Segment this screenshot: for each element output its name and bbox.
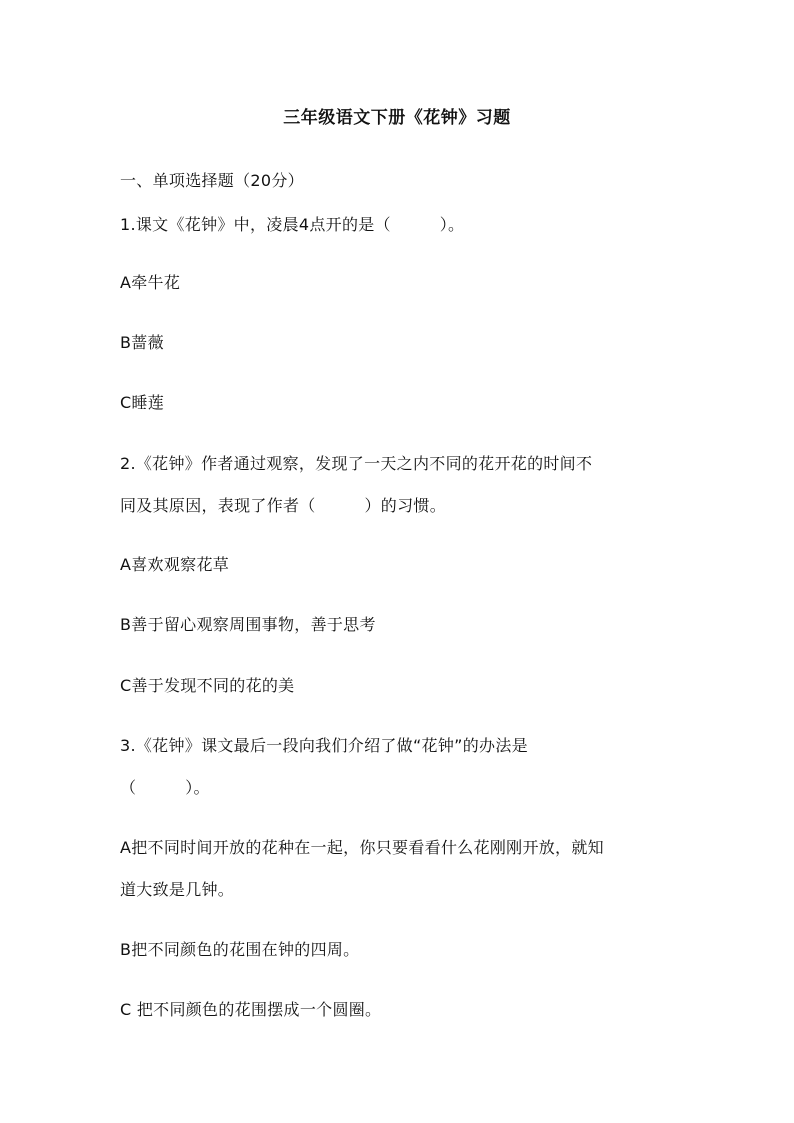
question-2-option-b: B善于留心观察周围事物，善于思考 xyxy=(120,615,376,634)
question-1-option-c: C睡莲 xyxy=(120,393,165,412)
question-3-stem-line-1: 3.《花钟》课文最后一段向我们介绍了做“花钟”的办法是 xyxy=(120,736,528,755)
question-3-option-b: B把不同颜色的花围在钟的四周。 xyxy=(120,940,360,959)
question-3-option-a-line-1: A把不同时间开放的花种在一起，你只要看看什么花刚刚开放，就知 xyxy=(120,838,604,857)
question-1-option-b: B蔷薇 xyxy=(120,333,164,352)
question-2-stem-line-2: 同及其原因，表现了作者（ ）的习惯。 xyxy=(120,496,447,515)
question-3-option-a-line-2: 道大致是几钟。 xyxy=(120,880,235,899)
question-3-stem-line-2: （ ）。 xyxy=(120,778,210,797)
question-2-stem-line-1: 2.《花钟》作者通过观察，发现了一天之内不同的花开花的时间不 xyxy=(120,454,593,473)
document-title: 三年级语文下册《花钟》习题 xyxy=(283,108,511,128)
question-2-option-a: A喜欢观察花草 xyxy=(120,555,230,574)
question-3-option-c: C 把不同颜色的花围摆成一个圆圈。 xyxy=(120,1000,382,1019)
question-1-option-a: A牵牛花 xyxy=(120,273,181,292)
section-heading: 一、单项选择题（20分） xyxy=(120,171,304,190)
question-2-option-c: C善于发现不同的花的美 xyxy=(120,676,295,695)
question-1-stem: 1.课文《花钟》中，凌晨4点开的是（ ）。 xyxy=(120,215,465,234)
